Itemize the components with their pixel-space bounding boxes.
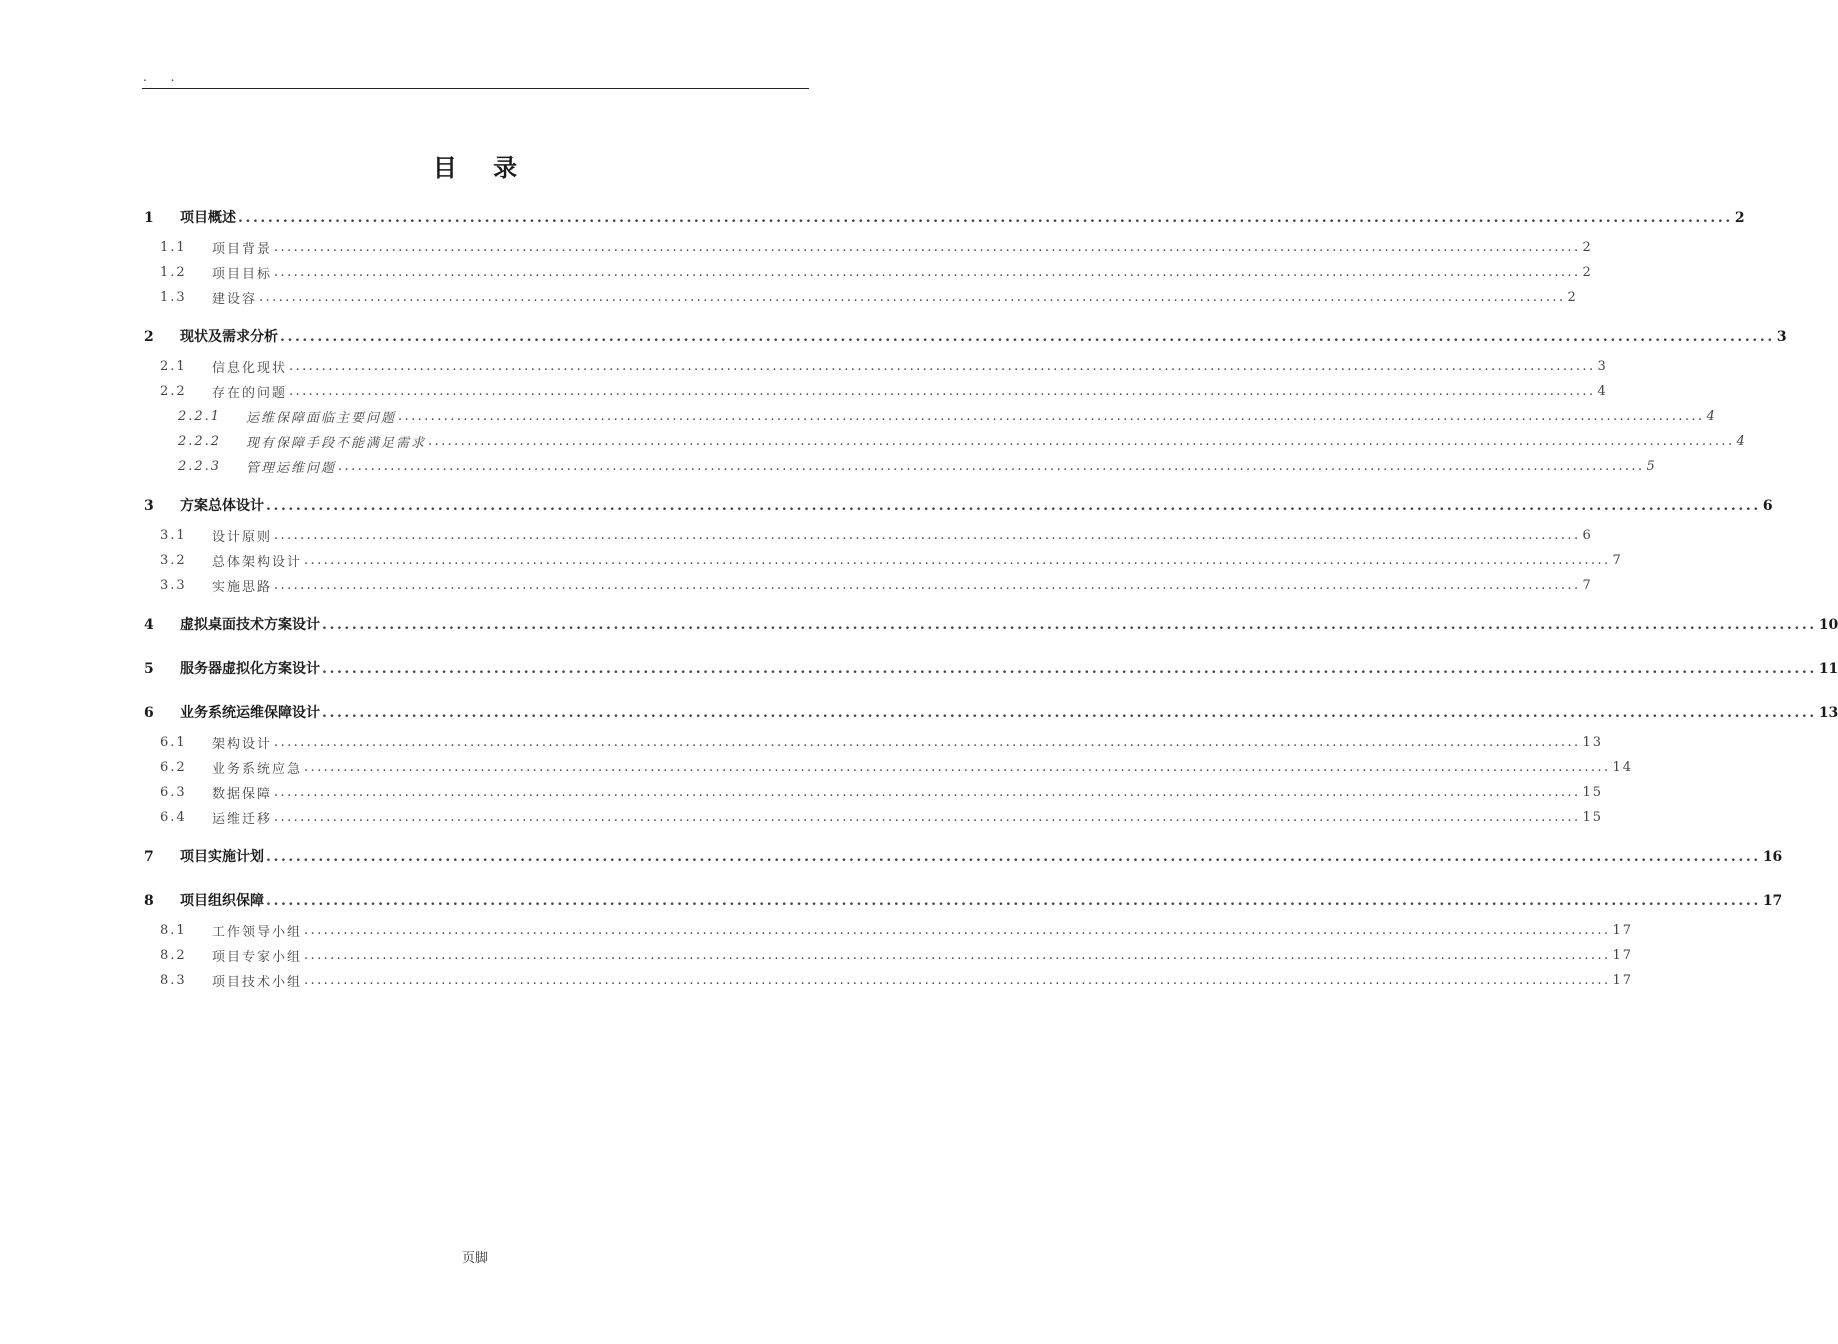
toc-spacer	[142, 874, 808, 883]
toc-entry-page-number: 7	[1612, 553, 1623, 568]
toc-dot-leader: ........................................................................................................................................................................................................	[322, 660, 1817, 677]
toc-entry-level-1[interactable]	[142, 488, 1773, 523]
toc-entry-title: 数据保障	[212, 787, 273, 802]
toc-entry-level-2[interactable]	[142, 755, 1634, 780]
toc-entry-level-2[interactable]	[142, 780, 1604, 805]
toc-entry-title: 信息化现状	[212, 361, 288, 376]
toc-spacer	[142, 310, 808, 319]
toc-entry-page-number: 3	[1776, 328, 1787, 345]
toc-entry-number: 3	[144, 497, 154, 514]
toc-entry-level-1[interactable]	[142, 651, 1838, 686]
toc-entry-title: 总体架构设计	[212, 555, 303, 570]
toc-entry-number: 3.3	[160, 578, 187, 593]
toc-entry-title: 运维迁移	[212, 812, 273, 827]
toc-entry-page-number: 2	[1582, 240, 1593, 255]
toc-entry-number: 1.1	[160, 240, 187, 255]
toc-entry-number: 3.1	[160, 528, 187, 543]
toc-dot-leader: ........................................................................................................................................................................................................	[338, 459, 1645, 474]
toc-entry-title: 管理运维问题	[246, 461, 337, 476]
toc-dot-leader: ........................................................................................................................................................................................................	[289, 384, 1596, 399]
toc-entry-number: 6.2	[160, 760, 187, 775]
toc-entry-level-2[interactable]	[142, 730, 1604, 755]
toc-entry-title: 项目实施计划	[180, 848, 264, 865]
toc-entry-level-1[interactable]	[142, 607, 1838, 642]
toc-entry-page-number: 6	[1582, 528, 1593, 543]
header-marks: . .	[143, 70, 185, 84]
toc-entry-level-1[interactable]	[142, 839, 1783, 874]
toc-dot-leader: ........................................................................................................................................................................................................	[304, 760, 1611, 775]
toc-dot-leader: ........................................................................................................................................................................................................	[274, 240, 1581, 255]
toc-entry-page-number: 2	[1567, 290, 1578, 305]
toc-entry-level-2[interactable]	[142, 548, 1623, 573]
toc-entry-level-3[interactable]	[142, 454, 1657, 479]
toc-entry-level-2[interactable]	[142, 523, 1593, 548]
toc-entry-title: 服务器虚拟化方案设计	[180, 660, 320, 677]
toc-entry-title: 项目专家小组	[212, 950, 303, 965]
toc-entry-page-number: 4	[1597, 384, 1608, 399]
header-rule	[142, 88, 809, 89]
toc-entry-level-2[interactable]	[142, 354, 1608, 379]
toc-dot-leader: ........................................................................................................................................................................................................	[289, 359, 1596, 374]
toc-entry-level-2[interactable]	[142, 573, 1593, 598]
toc-entry-level-2[interactable]	[142, 918, 1634, 943]
toc-entry-page-number: 15	[1582, 810, 1604, 825]
page-footer: 页脚	[461, 1251, 488, 1266]
toc-entry-level-2[interactable]	[142, 260, 1593, 285]
toc-entry-page-number: 10	[1818, 616, 1838, 633]
toc-entry-level-2[interactable]	[142, 968, 1634, 993]
toc-entry-page-number: 15	[1582, 785, 1604, 800]
toc-entry-level-1[interactable]	[142, 695, 1838, 730]
toc-entry-page-number: 11	[1818, 660, 1838, 677]
toc-entry-title: 实施思路	[212, 580, 273, 595]
toc-entry-number: 6.1	[160, 735, 187, 750]
toc-entry-title: 现有保障手段不能满足需求	[246, 436, 427, 451]
toc-dot-leader: ........................................................................................................................................................................................................	[259, 290, 1566, 305]
toc-entry-page-number: 17	[1612, 948, 1634, 963]
toc-dot-leader: ........................................................................................................................................................................................................	[304, 923, 1611, 938]
toc-entry-title: 虚拟桌面技术方案设计	[180, 616, 320, 633]
toc-entry-number: 2	[144, 328, 154, 345]
toc-dot-leader: ........................................................................................................................................................................................................	[266, 892, 1761, 909]
toc-entry-page-number: 16	[1762, 848, 1783, 865]
toc-entry-level-2[interactable]	[142, 943, 1634, 968]
toc-entry-number: 5	[144, 660, 154, 677]
toc-entry-level-1[interactable]	[142, 319, 1787, 354]
toc-entry-number: 2.2.3	[178, 459, 222, 474]
toc-title: 目 录	[432, 153, 532, 182]
toc-entry-number: 1.3	[160, 290, 187, 305]
toc-entry-page-number: 13	[1818, 704, 1838, 721]
toc-entry-number: 1.2	[160, 265, 187, 280]
toc-entry-number: 1	[144, 209, 154, 226]
toc-entry-number: 8	[144, 892, 154, 909]
toc-entry-level-3[interactable]	[142, 404, 1717, 429]
toc-entry-title: 业务系统应急	[212, 762, 303, 777]
toc-entry-number: 6	[144, 704, 154, 721]
toc-dot-leader: ........................................................................................................................................................................................................	[304, 973, 1611, 988]
toc-entry-level-2[interactable]	[142, 285, 1578, 310]
toc-dot-leader: ........................................................................................................................................................................................................	[322, 616, 1817, 633]
toc-entry-level-2[interactable]	[142, 379, 1608, 404]
toc-entry-title: 项目背景	[212, 242, 273, 257]
toc-dot-leader: ........................................................................................................................................................................................................	[274, 810, 1581, 825]
toc-entry-title: 项目概述	[180, 209, 236, 226]
toc-entry-number: 6.3	[160, 785, 187, 800]
toc-entry-title: 工作领导小组	[212, 925, 303, 940]
toc-dot-leader: ........................................................................................................................................................................................................	[304, 553, 1611, 568]
toc-entry-page-number: 17	[1612, 973, 1634, 988]
toc-dot-leader: ........................................................................................................................................................................................................	[274, 785, 1581, 800]
toc-entry-page-number: 17	[1612, 923, 1634, 938]
toc-entry-page-number: 6	[1762, 497, 1773, 514]
toc-entry-page-number: 2	[1582, 265, 1593, 280]
toc-entry-page-number: 4	[1736, 434, 1747, 449]
toc-dot-leader: ........................................................................................................................................................................................................	[266, 497, 1761, 514]
toc-entry-title: 现状及需求分析	[180, 328, 278, 345]
toc-entry-number: 8.3	[160, 973, 187, 988]
toc-entry-title: 建设容	[212, 292, 258, 307]
toc-entry-page-number: 17	[1762, 892, 1783, 909]
toc-entry-number: 2.2.2	[178, 434, 222, 449]
toc-dot-leader: ........................................................................................................................................................................................................	[428, 434, 1735, 449]
toc-dot-leader: ........................................................................................................................................................................................................	[238, 209, 1733, 226]
toc-entry-page-number: 3	[1597, 359, 1608, 374]
toc-dot-leader: ........................................................................................................................................................................................................	[398, 409, 1705, 424]
toc-dot-leader: ........................................................................................................................................................................................................	[274, 578, 1581, 593]
table-of-contents	[142, 200, 1838, 993]
toc-dot-leader: ........................................................................................................................................................................................................	[280, 328, 1775, 345]
toc-entry-page-number: 2	[1734, 209, 1745, 226]
toc-spacer	[142, 686, 808, 695]
toc-entry-title: 架构设计	[212, 737, 273, 752]
toc-entry-title: 项目技术小组	[212, 975, 303, 990]
toc-entry-title: 运维保障面临主要问题	[246, 411, 397, 426]
toc-dot-leader: ........................................................................................................................................................................................................	[304, 948, 1611, 963]
toc-dot-leader: ........................................................................................................................................................................................................	[274, 265, 1581, 280]
toc-entry-level-2[interactable]	[142, 805, 1604, 830]
toc-entry-number: 3.2	[160, 553, 187, 568]
toc-entry-title: 设计原则	[212, 530, 273, 545]
toc-entry-level-1[interactable]	[142, 883, 1783, 918]
toc-entry-number: 2.2.1	[178, 409, 222, 424]
toc-entry-page-number: 7	[1582, 578, 1593, 593]
toc-entry-title: 存在的问题	[212, 386, 288, 401]
toc-dot-leader: ........................................................................................................................................................................................................	[274, 735, 1581, 750]
toc-entry-number: 4	[144, 616, 154, 633]
toc-spacer	[142, 479, 808, 488]
toc-dot-leader: ........................................................................................................................................................................................................	[322, 704, 1817, 721]
toc-entry-title: 项目组织保障	[180, 892, 264, 909]
toc-entry-number: 8.1	[160, 923, 187, 938]
toc-entry-number: 8.2	[160, 948, 187, 963]
toc-spacer	[142, 598, 808, 607]
toc-entry-level-2[interactable]	[142, 235, 1593, 260]
toc-entry-title: 方案总体设计	[180, 497, 264, 514]
toc-entry-level-3[interactable]	[142, 429, 1747, 454]
toc-dot-leader: ........................................................................................................................................................................................................	[266, 848, 1761, 865]
toc-entry-number: 6.4	[160, 810, 187, 825]
toc-spacer	[142, 642, 808, 651]
toc-entry-number: 2.2	[160, 384, 187, 399]
toc-entry-level-1[interactable]	[142, 200, 1745, 235]
toc-entry-page-number: 5	[1646, 459, 1657, 474]
toc-entry-number: 7	[144, 848, 154, 865]
toc-spacer	[142, 830, 808, 839]
toc-entry-page-number: 4	[1706, 409, 1717, 424]
toc-entry-page-number: 13	[1582, 735, 1604, 750]
toc-entry-page-number: 14	[1612, 760, 1634, 775]
toc-entry-number: 2.1	[160, 359, 187, 374]
toc-entry-title: 项目目标	[212, 267, 273, 282]
toc-dot-leader: ........................................................................................................................................................................................................	[274, 528, 1581, 543]
toc-entry-title: 业务系统运维保障设计	[180, 704, 320, 721]
